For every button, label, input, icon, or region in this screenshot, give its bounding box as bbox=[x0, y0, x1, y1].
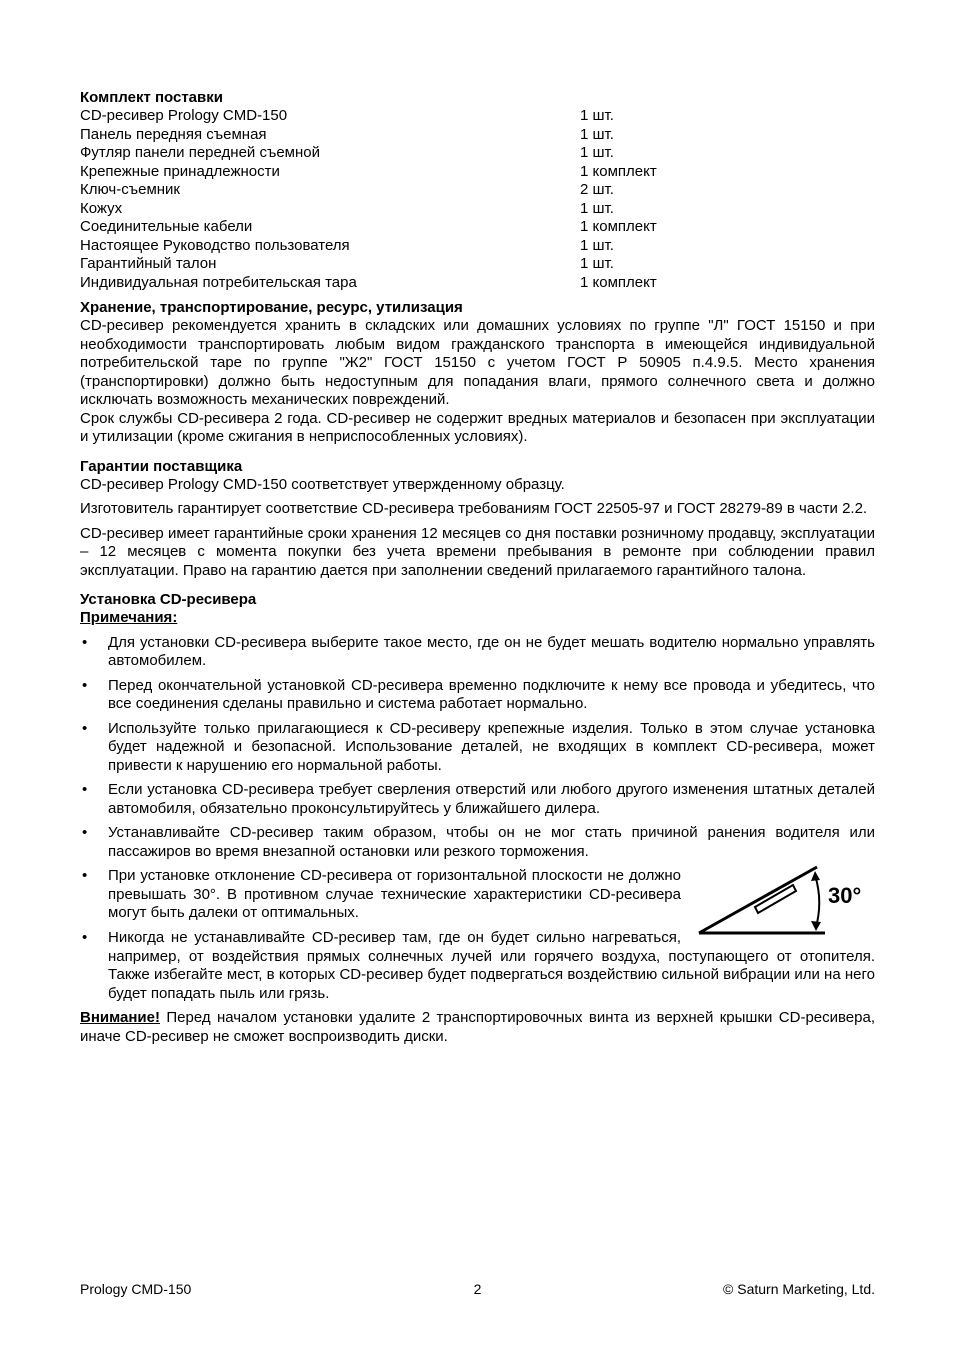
attention-label: Внимание! bbox=[80, 1009, 160, 1026]
attention-text: Перед началом установки удалите 2 транспортировочных винта из верхней крышки CD-ресивера, иначе CD-ресивер не сможет воспроизводить диски. bbox=[80, 1009, 875, 1045]
list-item-text: При установке отклонение CD-ресивера от горизонтальной плоскости не должно превышать 30°. В противном случае технические характеристики CD-ресивера могут быть далеки от оптимальных. bbox=[108, 867, 681, 921]
page-footer bbox=[80, 1281, 875, 1299]
angle-label: 30° bbox=[828, 883, 862, 908]
footer-copyright: © Saturn Marketing, Ltd. bbox=[723, 1281, 875, 1297]
tilt-angle-diagram bbox=[695, 861, 875, 939]
kit-item-name: Индивидуальная потребительская тара bbox=[80, 273, 357, 291]
install-notes-list bbox=[80, 634, 875, 1004]
kit-item-name: Ключ-съемник bbox=[80, 181, 180, 198]
kit-row bbox=[80, 218, 875, 237]
page-number: 2 bbox=[473, 1281, 482, 1297]
kit-item-qty: 1 шт. bbox=[580, 199, 614, 217]
kit-row bbox=[80, 144, 875, 163]
kit-item-qty: 1 комплект bbox=[580, 273, 657, 291]
kit-title: Комплект поставки bbox=[80, 89, 223, 106]
kit-row bbox=[80, 274, 875, 293]
tilt-line bbox=[699, 867, 817, 933]
kit-item-name: Соединительные кабели bbox=[80, 218, 253, 235]
kit-item-name: Футляр панели передней съемной bbox=[80, 144, 320, 161]
storage-paragraph: CD-ресивер рекомендуется хранить в складских или домашних условиях по группе "Л" ГОСТ 15150 и при необходимости транспортировать любым видом гражданского транспорта в имеющейся индивидуальной потребительской таре по группе "Ж2" ГОСТ 15150 с учетом ГОСТ Р 50905 п.4.9.5. Место хранения (транспортировки) должно быть недоступным для попадания влаги, прямого солнечного света и должно исключать возможность механических повреждений. bbox=[80, 317, 875, 408]
kit-row bbox=[80, 237, 875, 256]
warranty-title: Гарантии поставщика bbox=[80, 457, 243, 475]
kit-row bbox=[80, 181, 875, 200]
kit-row bbox=[80, 107, 875, 126]
list-item bbox=[80, 634, 875, 671]
list-item bbox=[80, 867, 875, 923]
page-content bbox=[80, 88, 875, 1046]
warranty-paragraph: CD-ресивер имеет гарантийные сроки хранения 12 месяцев со дня поставки розничному продавцу, эксплуатации – 12 месяцев с момента покупки без учета времени пребывания в ремонте при соблюдении правил эксплуатации. Право на гарантию дается при заполнении сведений прилагаемого гарантийного талона. bbox=[80, 524, 875, 579]
list-item bbox=[80, 677, 875, 714]
list-item bbox=[80, 781, 875, 818]
kit-item-name: Гарантийный талон bbox=[80, 255, 217, 272]
bullet-icon: • bbox=[82, 676, 88, 694]
kit-item-qty: 1 шт. bbox=[580, 107, 614, 124]
storage-paragraph: Срок службы CD-ресивера 2 года. CD-ресивер не содержит вредных материалов и безопасен при эксплуатации и утилизации (кроме сжигания в неприспособленных условиях). bbox=[80, 409, 875, 445]
list-item-text: Используйте только прилагающиеся к CD-ресиверу крепежные изделия. Только в этом случае установка будет надежной и безопасной. Использование деталей, не входящих в комплект CD-ресивера, может привести к нарушению его нормальной работы. bbox=[108, 719, 875, 774]
kit-item-qty: 1 шт. bbox=[580, 125, 614, 143]
kit-item-qty: 1 шт. bbox=[580, 236, 614, 254]
list-item-text: Никогда не устанавливайте CD-ресивер там, где он будет сильно нагреваться, например, от воздействия прямых солнечных лучей или горячего воздуха, поступающего от отопителя. Также избегайте мест, в которых CD-ресивер будет подвергаться воздействию сильной вибрации или на него будет попадать пыль или грязь. bbox=[108, 929, 875, 1002]
bullet-icon: • bbox=[82, 719, 88, 737]
list-item-text: Перед окончательной установкой CD-ресивера временно подключите к нему все провода и убедитесь, что все соединения сделаны правильно и система работает нормально. bbox=[108, 676, 875, 712]
kit-item-name: CD-ресивер Prology CMD-150 bbox=[80, 107, 288, 124]
bullet-icon: • bbox=[82, 633, 88, 651]
kit-item-name: Панель передняя съемная bbox=[80, 125, 267, 143]
bullet-icon: • bbox=[82, 824, 88, 841]
arrow-up-icon bbox=[811, 871, 820, 881]
warranty-paragraph: CD-ресивер Prology CMD-150 соответствует утвержденному образцу. bbox=[80, 475, 565, 493]
list-item bbox=[80, 720, 875, 776]
kit-row bbox=[80, 126, 875, 145]
kit-item-qty: 2 шт. bbox=[580, 181, 614, 198]
angle-arc bbox=[815, 875, 819, 927]
list-item bbox=[80, 929, 875, 1003]
warranty-paragraph: Изготовитель гарантирует соответствие CD-ресивера требованиям ГОСТ 22505-97 и ГОСТ 28279-89 в части 2.2. bbox=[80, 500, 868, 517]
kit-item-qty: 1 комплект bbox=[580, 162, 657, 180]
attention-paragraph bbox=[80, 1009, 875, 1046]
list-item bbox=[80, 824, 875, 861]
bullet-icon: • bbox=[82, 929, 88, 946]
storage-title: Хранение, транспортирование, ресурс, утилизация bbox=[80, 299, 463, 316]
kit-item-name: Настоящее Руководство пользователя bbox=[80, 236, 350, 254]
install-title: Установка CD-ресивера bbox=[80, 591, 257, 608]
list-item-text: Если установка CD-ресивера требует сверления отверстий или любого другого изменения штатных деталей автомобиля, обязательно проконсультируйтесь у ближайшего дилера. bbox=[108, 781, 875, 817]
kit-row bbox=[80, 200, 875, 219]
kit-row bbox=[80, 255, 875, 274]
footer-product: Prology CMD-150 bbox=[80, 1281, 192, 1297]
list-item-text: Для установки CD-ресивера выберите такое место, где он не будет мешать водителю нормально управлять автомобилем. bbox=[108, 633, 875, 669]
kit-row bbox=[80, 163, 875, 182]
kit-list bbox=[80, 107, 875, 292]
kit-item-name: Кожух bbox=[80, 199, 123, 217]
bullet-icon: • bbox=[82, 867, 88, 884]
bullet-icon: • bbox=[82, 781, 88, 798]
kit-item-qty: 1 шт. bbox=[580, 144, 614, 161]
kit-item-qty: 1 шт. bbox=[580, 255, 614, 272]
kit-item-qty: 1 комплект bbox=[580, 218, 657, 235]
notes-label: Примечания: bbox=[80, 609, 178, 626]
kit-item-name: Крепежные принадлежности bbox=[80, 162, 280, 180]
list-item-text: Устанавливайте CD-ресивер таким образом, чтобы он не мог стать причиной ранения водителя или пассажиров во время внезапной остановки или резкого торможения. bbox=[108, 824, 875, 860]
